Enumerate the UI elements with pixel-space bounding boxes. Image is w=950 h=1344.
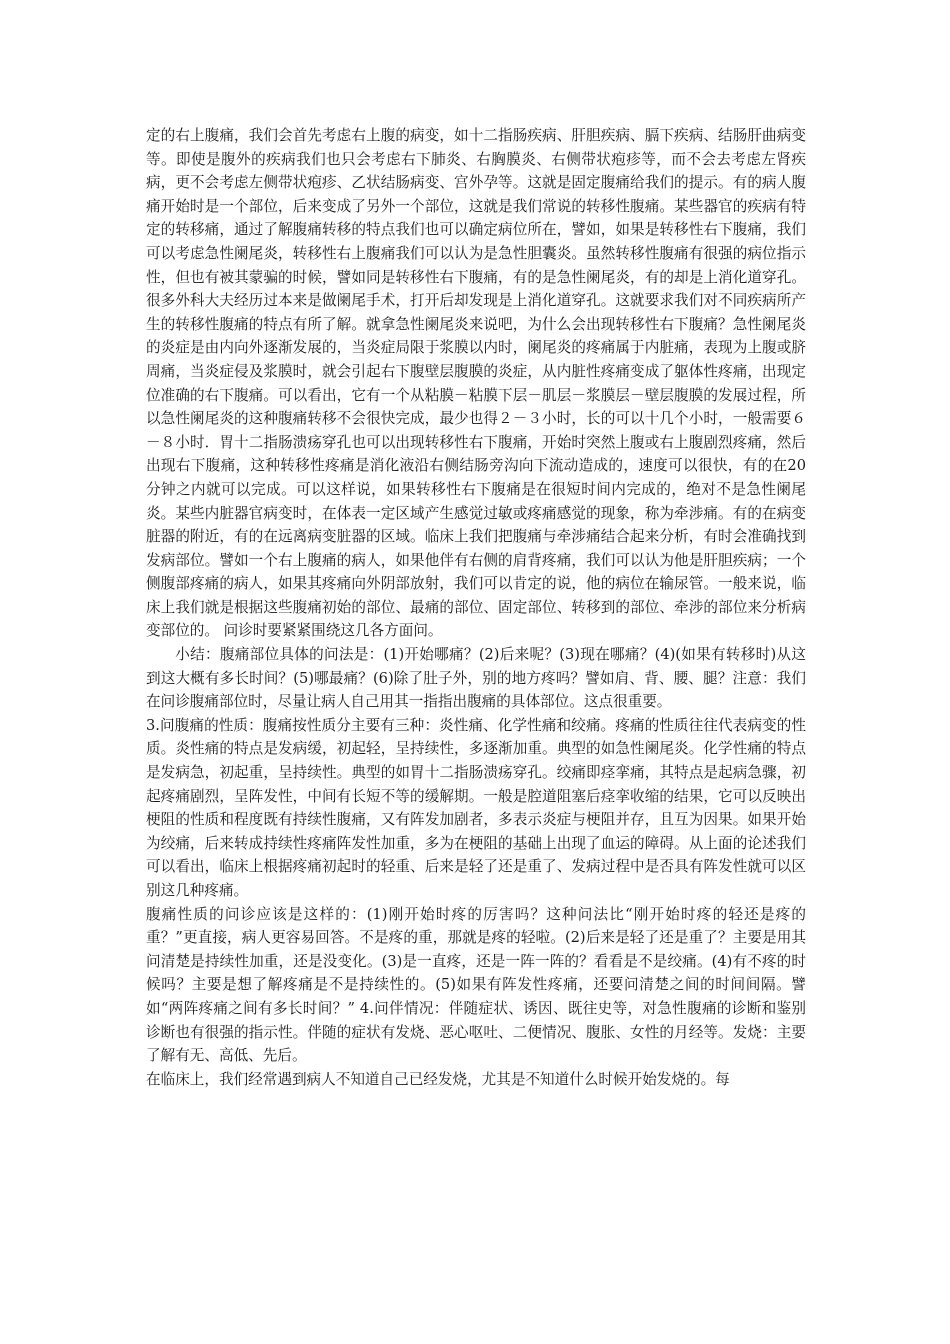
paragraph-fever: 在临床上，我们经常遇到病人不知道自己已经发烧，尤其是不知道什么时候开始发烧的。每 (146, 1070, 730, 1088)
document-page (146, 124, 806, 1091)
paragraph-summary: 小结：腹痛部位具体的问法是：(1)开始哪痛？(2)后来呢？(3)现在哪痛？(4)(如果有转移时)从这到这大概有多长时间？(5)哪最痛？(6)除了肚子外，别的地方疼吗？譬如肩、背、腰、腿？注意：我们在问诊腹痛部位时，尽量让病人自己用其一指指出腹痛的具体部位。这点很重要。 (146, 646, 806, 711)
paragraph-abdominal-pain-location: 定的右上腹痛，我们会首先考虑右上腹的病变，如十二指肠疾病、肝胆疾病、膈下疾病、结肠肝曲病变等。即使是腹外的疾病我们也只会考虑右下肺炎、右胸膜炎、右侧带状疱疹等，而不会去考虑左肾疾病，更不会考虑左侧带状疱疹、乙状结肠病变、宫外孕等。这就是固定腹痛给我们的提示。有的病人腹痛开始时是一个部位，后来变成了另外一个部位，这就是我们常说的转移性腹痛。某些器官的疾病有特定的转移痛，通过了解腹痛转移的特点我们也可以确定病位所在，譬如，如果是转移性右下腹痛，我们可以考虑急性阑尾炎，转移性右上腹痛我们可以认为是急性胆囊炎。虽然转移性腹痛有很强的病位指示性，但也有被其蒙骗的时候，譬如同是转移性右下腹痛，有的是急性阑尾炎，有的却是上消化道穿孔。很多外科大夫经历过本来是做阑尾手术，打开后却发现是上消化道穿孔。这就要求我们对不同疾病所产生的转移性腹痛的特点有所了解。就拿急性阑尾炎来说吧，为什么会出现转移性右下腹痛？急性阑尾炎的炎症是由内向外逐渐发展的，当炎症局限于浆膜以内时，阑尾炎的疼痛属于内脏痛，表现为上腹或脐周痛，当炎症侵及浆膜时，就会引起右下腹壁层腹膜的炎症，从内脏性疼痛变成了躯体性疼痛，出现定位准确的右下腹痛。可以看出，它有一个从粘膜－粘膜下层－肌层－浆膜层－壁层腹膜的发展过程，所以急性阑尾炎的这种腹痛转移不会很快完成，最少也得２－３小时，长的可以十几个小时，一般需要６－８小时．胃十二指肠溃疡穿孔也可以出现转移性右下腹痛，开始时突然上腹或右上腹剧烈疼痛，然后出现右下腹痛，这种转移性疼痛是消化液沿右侧结肠旁沟向下流动造成的，速度可以很快，有的在20分钟之内就可以完成。可以这样说，如果转移性右下腹痛是在很短时间内完成的，绝对不是急性阑尾炎。某些内脏器官病变时，在体表一定区域产生感觉过敏或疼痛感觉的现象，称为牵涉痛。有的在病变脏器的附近，有的在远离病变脏器的区域。临床上我们把腹痛与牵涉痛结合起来分析，有时会准确找到发病部位。譬如一个右上腹痛的病人，如果他伴有右侧的肩背疼痛，我们可以认为他是肝胆疾病；一个侧腹部疼痛的病人，如果其疼痛向外阴部放射，我们可以肯定的说，他的病位在输尿管。一般来说，临床上我们就是根据这些腹痛初始的部位、最痛的部位、固定部位、转移到的部位、牵涉的部位来分析病变部位的。 问诊时要紧紧围绕这几各方面问。 (146, 127, 806, 640)
paragraph-pain-nature-questions: 腹痛性质的问诊应该是这样的：(1)刚开始时疼的厉害吗？这种问法比“刚开始时疼的轻还是疼的重？”更直接，病人更容易回答。不是疼的重，那就是疼的轻啦。(2)后来是轻了还是重了？主要是用其问清楚是持续性加重，还是没变化。(3)是一直疼，还是一阵一阵的？看看是不是绞痛。(4)有不疼的时候吗？主要是想了解疼痛是不是持续性的。(5)如果有阵发性疼痛，还要问清楚之间的时间间隔。譬如“两阵疼痛之间有多长时间？” 4.问伴情况：伴随症状、诱因、既往史等，对急性腹痛的诊断和鉴别诊断也有很强的指示性。伴随的症状有发烧、恶心呕吐、二便情况、腹胀、女性的月经等。发烧：主要了解有无、高低、先后。 (146, 905, 806, 1065)
paragraph-pain-nature: 3.问腹痛的性质：腹痛按性质分主要有三种：炎性痛、化学性痛和绞痛。疼痛的性质往往代表病变的性质。炎性痛的特点是发病缓，初起轻，呈持续性，多逐渐加重。典型的如急性阑尾炎。化学性痛的特点是发病急，初起重，呈持续性。典型的如胃十二指肠溃疡穿孔。绞痛即痉挛痛，其特点是起病急骤，初起疼痛剧烈，呈阵发性，中间有长短不等的缓解期。一般是腔道阻塞后痉挛收缩的结果，它可以反映出梗阻的性质和程度既有持续性腹痛，又有阵发加剧者，多表示炎症与梗阻并存，且互为因果。如果开始为绞痛，后来转成持续性疼痛阵发性加重，多为在梗阻的基础上出现了血运的障碍。从上面的论述我们可以看出，临床上根据疼痛初起时的轻重、后来是轻了还是重了、发病过程中是否具有阵发性就可以区别这几种疼痛。 (146, 716, 806, 899)
